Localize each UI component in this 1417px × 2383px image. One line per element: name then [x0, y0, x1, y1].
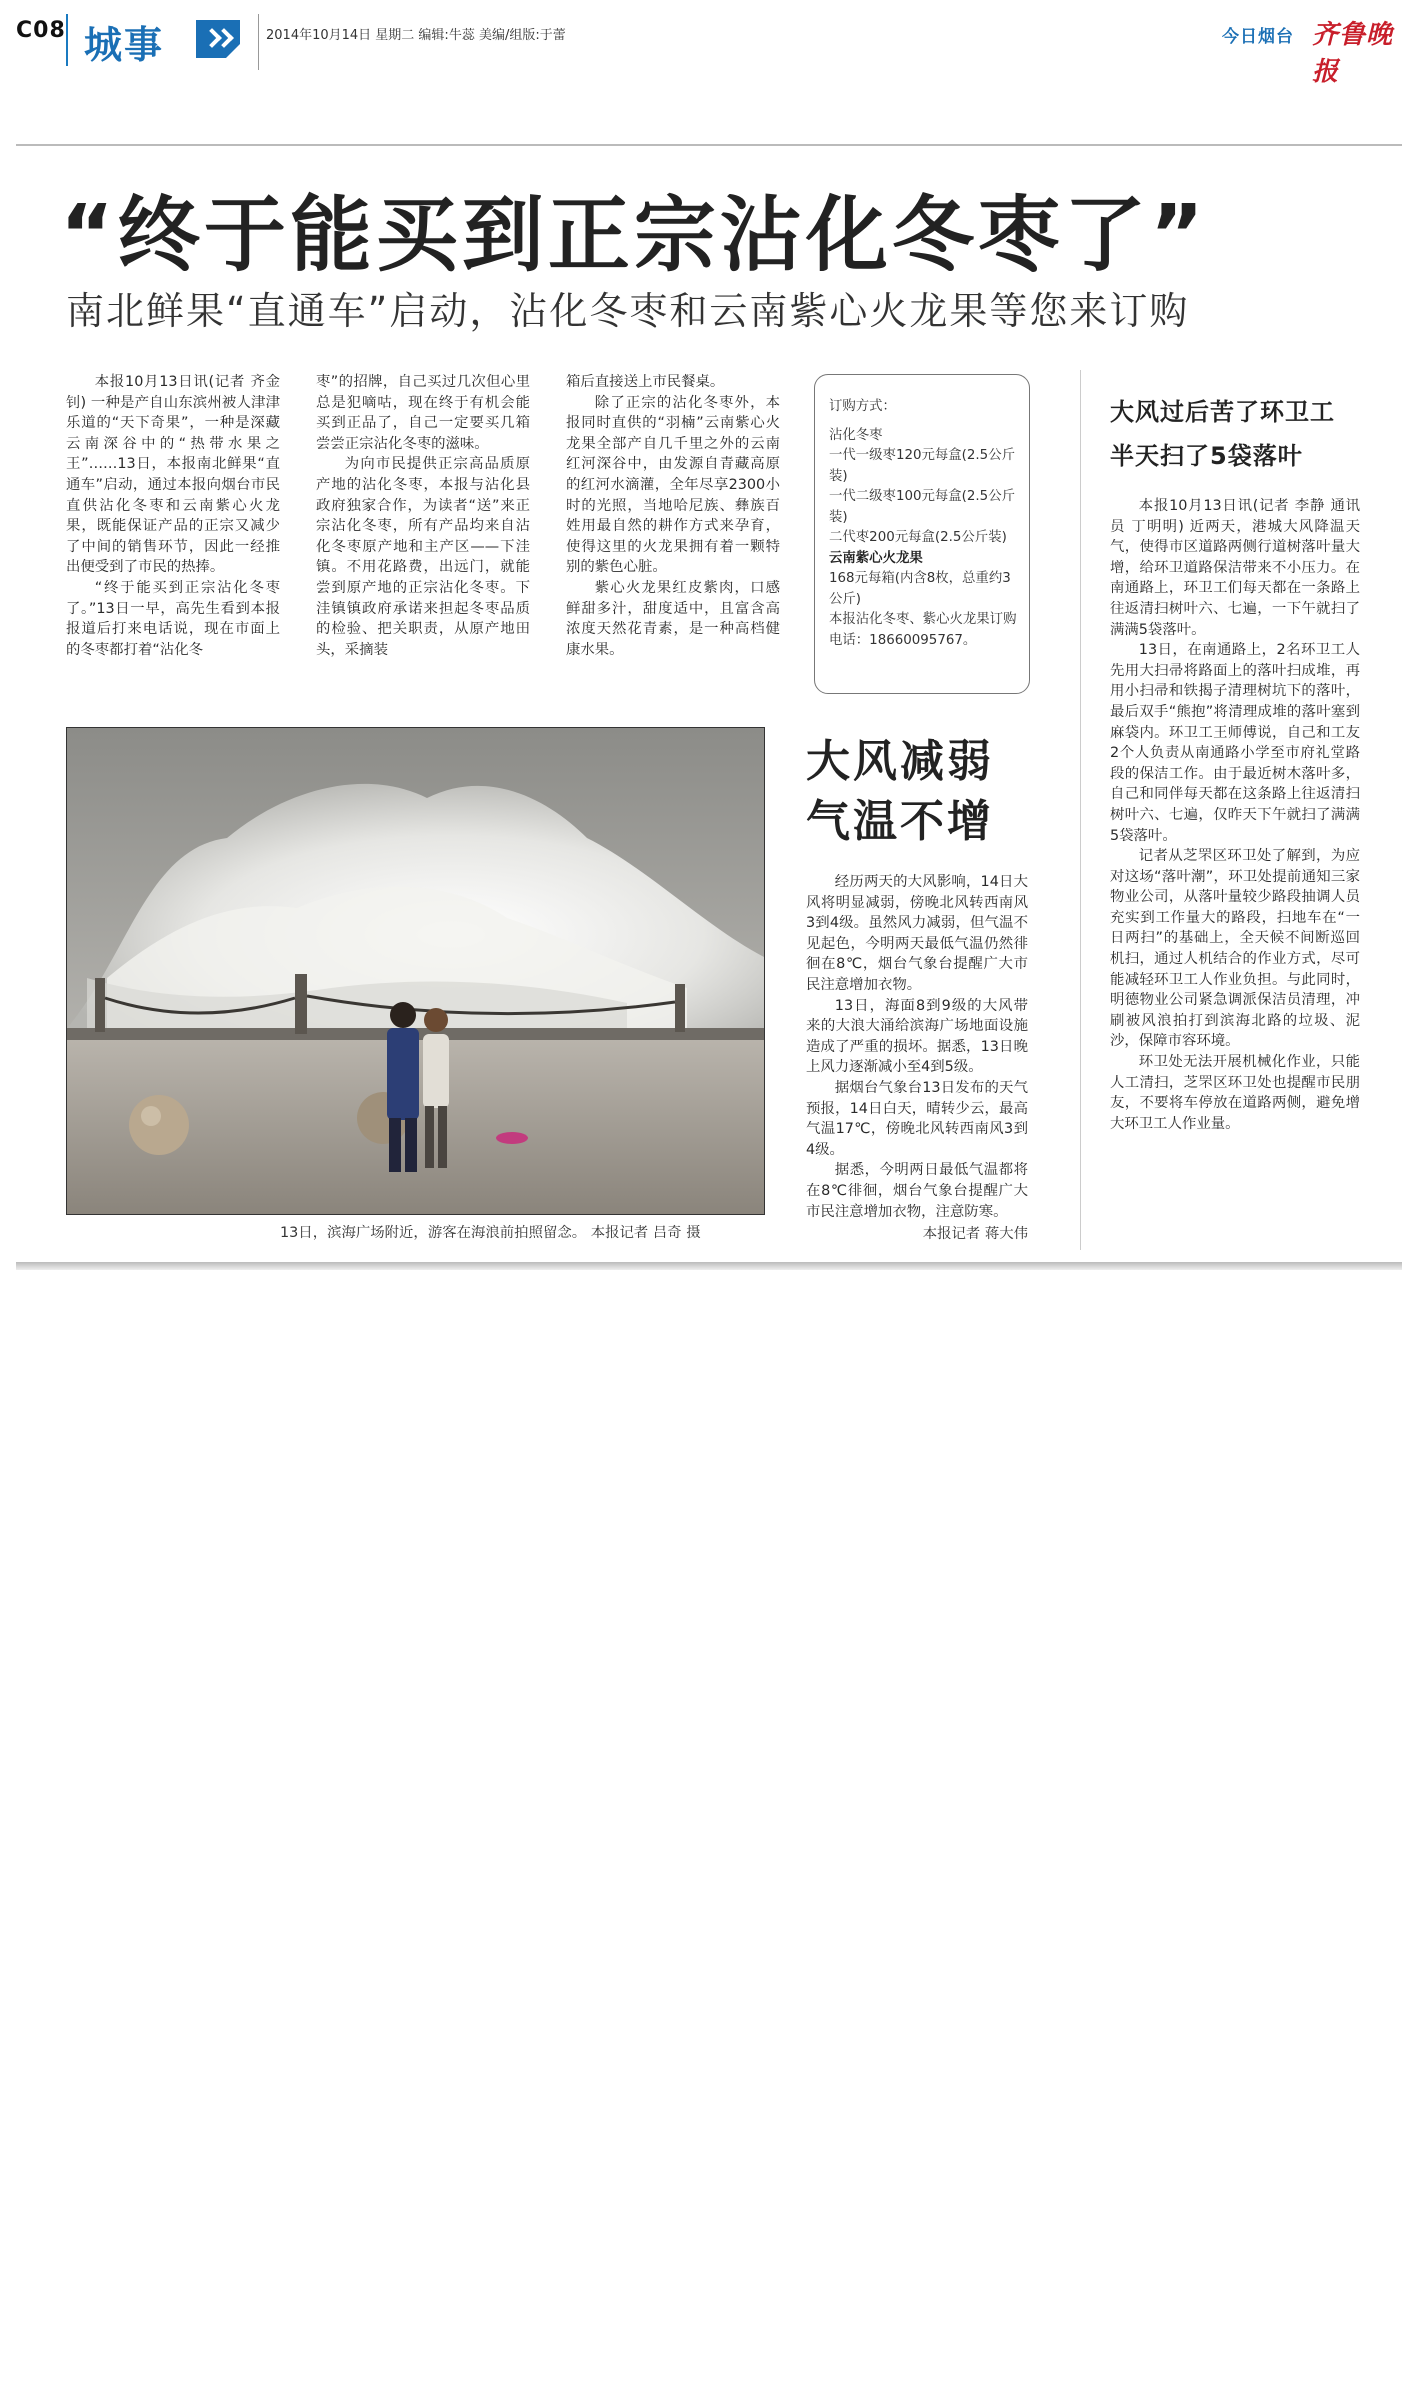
right-article-title-1: 大风过后苦了环卫工	[1110, 398, 1335, 426]
issue-meta: 2014年10月14日 星期二 编辑:牛蕊 美编/组版:于蕾	[266, 28, 566, 43]
wind-paragraph: 据悉，今明两日最低气温都将在8℃徘徊，烟台气象台提醒广大市民注意增加衣物，注意防寒。	[806, 1162, 1028, 1220]
article-paragraph: “终于能买到正宗沾化冬枣了。”13日一早，高先生看到本报报道后打来电话说，现在市面上的冬枣都打着“沾化冬	[66, 579, 280, 658]
right-article-body	[1110, 496, 1360, 1256]
column-divider	[1080, 370, 1081, 1250]
wind-paragraph: 经历两天的大风影响，14日大风将明显减弱，傍晚北风转西南风3到4级。虽然风力减弱，但气温不见起色，今明两天最低气温仍然徘徊在8℃，烟台气象台提醒广大市民注意增加衣物。	[806, 874, 1028, 993]
right-article-title-2: 半天扫了5袋落叶	[1110, 442, 1303, 470]
order-item: 一代一级枣120元每盒(2.5公斤装)	[829, 448, 1015, 484]
wind-article-body	[806, 872, 1028, 1220]
wind-title-line-1: 大风减弱	[806, 736, 994, 787]
wind-paragraph: 13日，海面8到9级的大风带来的大浪大涌给滨海广场地面设施造成了严重的损坏。据悉，13日晚上风力逐渐减小至4到5级。	[806, 997, 1028, 1076]
article-column-2	[316, 372, 530, 692]
bottom-rule	[16, 1262, 1402, 1270]
wave-photo	[66, 727, 765, 1215]
right-paragraph: 本报10月13日讯(记者 李静 通讯员 丁明明) 近两天，港城大风降温天气，使得市区道路两侧行道树落叶量大增，给环卫道路保洁带来不小压力。在南通路上，环卫工们每天都在一条路上往返清扫树叶六、七遍，一下午就扫了满满5袋落叶。	[1110, 498, 1360, 638]
article-paragraph: 紫心火龙果红皮紫肉，口感鲜甜多汁，甜度适中，且富含高浓度天然花青素，是一种高档健康水果。	[566, 579, 780, 658]
right-paragraph: 环卫处无法开展机械化作业，只能人工清扫，芝罘区环卫处也提醒市民朋友，不要将车停放在道路两侧，避免增大环卫工人作业量。	[1110, 1054, 1360, 1132]
wind-byline: 本报记者 蒋大伟	[922, 1226, 1028, 1242]
article-paragraph: 为向市民提供正宗高品质原产地的沾化冬枣，本报与沾化县政府独家合作，为读者“送”来正宗沾化冬枣，所有产品均来自沾化冬枣原产地和主产区——下洼镇。不用花路费，出远门，就能尝到原产地的正宗沾化冬枣。下洼镇镇政府承诺来担起冬枣品质的检验、把关职责，从原产地田头，采摘装	[316, 456, 530, 658]
order-item: 168元每箱(内含8枚，总重约3公斤)	[829, 571, 1011, 607]
article-column-3	[566, 372, 780, 692]
order-item: 一代二级枣100元每盒(2.5公斤装)	[829, 489, 1015, 525]
wind-title-line-2: 气温不增	[806, 796, 994, 847]
header-divider-2	[258, 14, 259, 70]
article-paragraph: 枣”的招牌，自己买过几次但心里总是犯嘀咕，现在终于有机会能买到正品了，自己一定要买几箱尝尝正宗沾化冬枣的滋味。	[316, 374, 530, 452]
section-corner-decoration	[226, 44, 240, 58]
page-number: C08	[16, 18, 66, 43]
right-paragraph: 记者从芝罘区环卫处了解到，为应对这场“落叶潮”，环卫处提前通知三家物业公司，从落叶量较少路段抽调人员充实到工作量大的路段，扫地车在“一日两扫”的基础上，全天候不间断巡回机扫，通过人机结合的作业方式，尽可能减轻环卫工人作业负担。与此同时，明德物业公司紧急调派保洁员清理，冲刷被风浪拍打到滨海北路的垃圾、泥沙，保障市容环境。	[1110, 848, 1360, 1050]
article-paragraph: 箱后直接送上市民餐桌。	[566, 374, 725, 390]
edition-label: 今日烟台	[1222, 27, 1294, 47]
right-paragraph: 13日，在南通路上，2名环卫工人先用大扫帚将路面上的落叶扫成堆，再用小扫帚和铁揭子清理树坑下的落叶，最后双手“熊抱”将清理成堆的落叶塞到麻袋内。环卫工王师傅说，自己和工友2个人负责从南通路小学至市府礼堂路段的保洁工作。由于最近树木落叶多，自己和同伴每天都在这条路上往返清扫树叶六、七遍，仅昨天下午就扫了满满5袋落叶。	[1110, 642, 1360, 844]
section-name: 城事	[84, 23, 165, 67]
headline: “终于能买到正宗沾化冬枣了”	[60, 188, 1208, 283]
order-section-dates: 沾化冬枣	[829, 427, 883, 443]
order-title: 订购方式：	[829, 399, 896, 414]
article-paragraph: 除了正宗的沾化冬枣外，本报同时直供的“羽楠”云南紫心火龙果全部产自几千里之外的云南红河深谷中，由发源自青藏高原的红河水滴灌，全年尽享2300小时的光照，当地哈尼族、彝族百姓用最自然的耕作方式来孕育，使得这里的火龙果拥有着一颗特别的紫色心脏。	[566, 394, 780, 576]
wind-paragraph: 据烟台气象台13日发布的天气预报，14日白天，晴转少云，最高气温17℃，傍晚北风转西南风3到4级。	[806, 1079, 1028, 1158]
order-phone: 本报沾化冬枣、紫心火龙果订购电话：18660095767。	[829, 612, 1017, 648]
subheadline: 南北鲜果“直通车”启动，沾化冬枣和云南紫心火龙果等您来订购	[66, 289, 1190, 333]
wave-photo-illustration	[67, 728, 765, 1215]
photo-caption: 13日，滨海广场附近，游客在海浪前拍照留念。 本报记者 吕奇 摄	[280, 1225, 701, 1241]
article-column-1	[66, 372, 280, 692]
wind-article-title	[806, 732, 1036, 852]
order-item: 二代枣200元每盒(2.5公斤装)	[829, 530, 1007, 545]
brand-logo: 齐鲁晚报	[1312, 20, 1394, 87]
order-section-dragonfruit: 云南紫心火龙果	[829, 550, 923, 566]
order-info-box	[814, 374, 1030, 694]
header-divider	[66, 14, 68, 66]
article-paragraph: 本报10月13日讯(记者 齐金钊) 一种是产自山东滨州被人津津乐道的“天下奇果”，一种是深藏云南深谷中的“热带水果之王”……13日，本报南北鲜果“直通车”启动，通过本报向烟台市民直供沾化冬枣和云南紫心火龙果，既能保证产品的正宗又减少了中间的销售环节，因此一经推出便受到了市民的热捧。	[66, 374, 280, 576]
top-rule	[16, 144, 1402, 146]
